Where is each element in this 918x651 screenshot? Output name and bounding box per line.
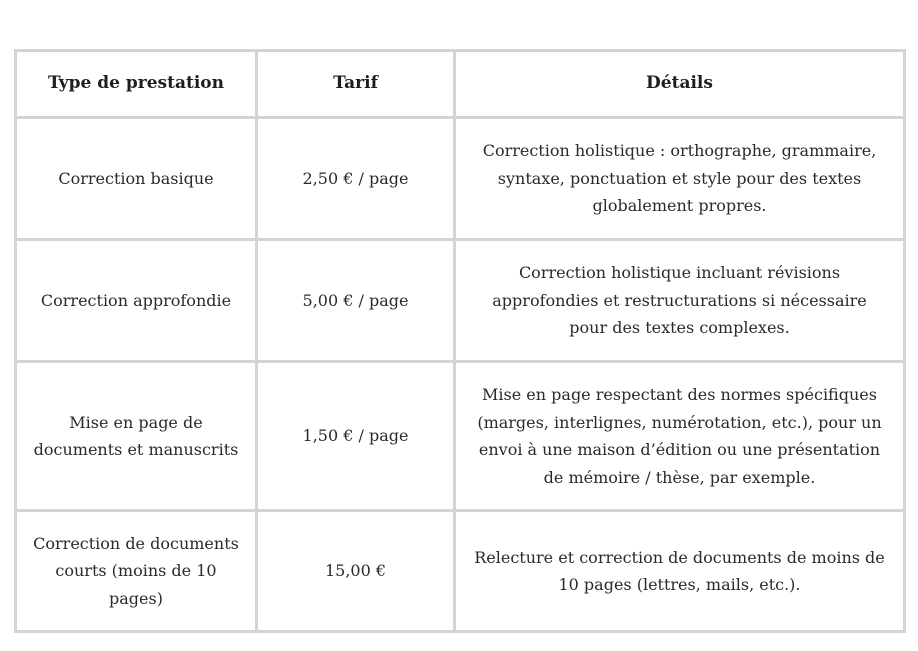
cell-details: Relecture et correction de documents de moins de 10 pages (lettres, mails, etc.). xyxy=(455,511,905,632)
column-header-details: Détails xyxy=(455,51,905,118)
cell-type: Correction basique xyxy=(16,118,257,240)
pricing-table xyxy=(14,49,906,633)
table-row xyxy=(16,362,905,511)
table-row xyxy=(16,118,905,240)
cell-type: Correction de documents courts (moins de 10 pages) xyxy=(16,511,257,632)
column-header-tarif: Tarif xyxy=(257,51,455,118)
cell-details: Correction holistique incluant révisions approfondies et restructurations si nécessaire pour des textes complexes. xyxy=(455,240,905,362)
cell-tarif: 5,00 € / page xyxy=(257,240,455,362)
cell-tarif: 15,00 € xyxy=(257,511,455,632)
cell-type: Correction approfondie xyxy=(16,240,257,362)
cell-tarif: 1,50 € / page xyxy=(257,362,455,511)
cell-details: Mise en page respectant des normes spécifiques (marges, interlignes, numérotation, etc.), pour un envoi à une maison d’édition ou une présentation de mémoire / thèse, par exemple. xyxy=(455,362,905,511)
cell-tarif: 2,50 € / page xyxy=(257,118,455,240)
table-row xyxy=(16,240,905,362)
table-header-row xyxy=(16,51,905,118)
cell-type: Mise en page de documents et manuscrits xyxy=(16,362,257,511)
table-row xyxy=(16,511,905,632)
column-header-type: Type de prestation xyxy=(16,51,257,118)
cell-details: Correction holistique : orthographe, grammaire, syntaxe, ponctuation et style pour des textes globalement propres. xyxy=(455,118,905,240)
